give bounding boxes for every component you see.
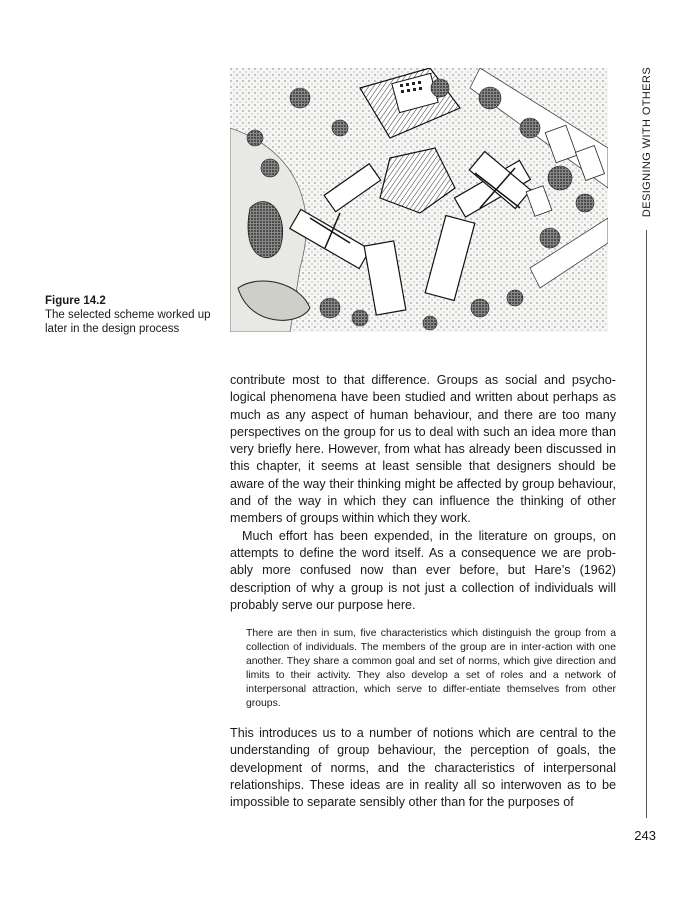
running-head: [637, 68, 657, 216]
figure-label: Figure 14.2: [45, 295, 106, 307]
block-quote: There are then in sum, five characteristics which distinguish the group from a collection of individuals. The members of the group are in inter-action with one another. They share a common goal and set of norms, which give direction and limits to their activity. They also develop a set of roles and a network of interpersonal attraction, which serve to differ-entiate themselves from other groups.: [246, 628, 616, 710]
body-text-lower: [230, 725, 616, 811]
figure-caption: [45, 294, 225, 336]
page-number: 243: [634, 828, 656, 843]
margin-rule: [646, 230, 647, 818]
running-head-text: DESIGNING WITH OTHERS: [641, 66, 653, 218]
figure-caption-line: The selected scheme worked up: [45, 309, 211, 321]
body-text-upper: [230, 372, 616, 614]
body-paragraph: contribute most to that difference. Groups as social and psycho-logical phenomena have been studied and written about perhaps as much as any aspect of human behaviour, and there are too many perspectives on the group for us to deal with such an idea more than very briefly here. However, from what has already been discussed in this chapter, it seems at least sensible that designers should be aware of the way their thinking might be affected by group behaviour, and of the way in which they can influence the thinking of other members of groups within which they work.: [230, 373, 616, 526]
figure-illustration: [230, 68, 608, 332]
figure-caption-line: later in the design process: [45, 323, 180, 335]
body-paragraph: This introduces us to a number of notions which are central to the understanding of group behaviour, the perception of goals, the development of norms, and the characteristics of interpersonal relationships. These ideas are in reality all so interwoven as to be impossible to separate sensibly other than for the purposes of: [230, 726, 616, 810]
body-paragraph: Much effort has been expended, in the literature on groups, on attempts to define the word itself. As a consequence we are prob-ably more confused now than ever before, but Hare’s (1962) description of why a group is not just a collection of individuals will probably serve our purpose here.: [230, 528, 616, 612]
